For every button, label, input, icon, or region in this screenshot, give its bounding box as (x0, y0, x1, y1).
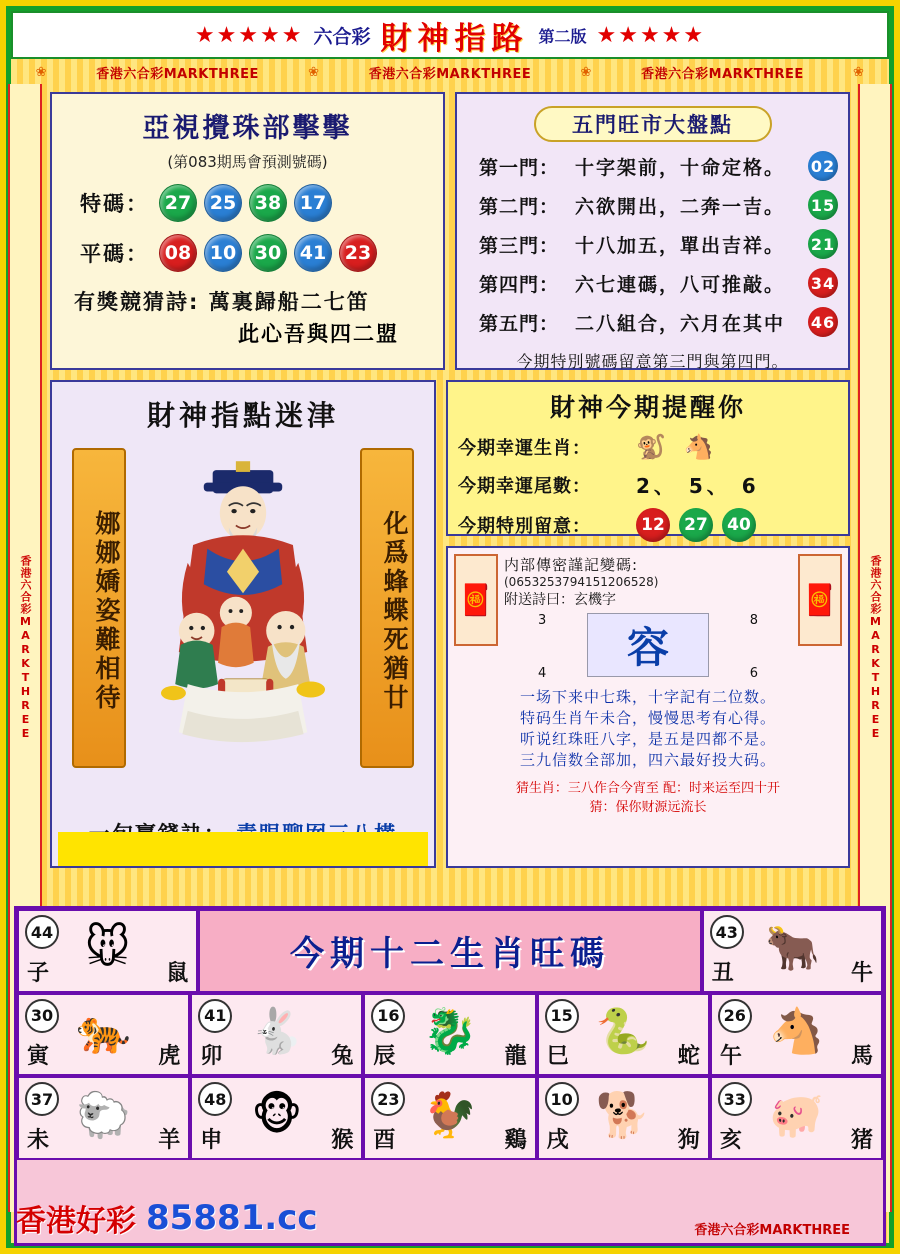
corner-top-right: 8 (749, 613, 758, 628)
zodiac-number: 15 (545, 999, 579, 1033)
normal-ball-row (62, 234, 433, 272)
footer-text: 香港六合彩MARKTHREE (694, 1222, 850, 1238)
flower-icon: ❀ (852, 64, 865, 80)
zodiac-cell-goat[interactable] (17, 1076, 190, 1160)
rat-icon: 🐭 (84, 922, 131, 974)
reminder-title: 財神今期提醒你 (549, 393, 746, 422)
gate-text: 十八加五，單出吉祥。 (575, 234, 786, 257)
zodiac-cell-ox[interactable] (702, 909, 883, 993)
marquee-item-1: 香港六合彩MARKTHREE (96, 66, 259, 82)
monkey-icon: 🐵 (251, 1089, 303, 1141)
corner-top-left: 3 (538, 613, 547, 628)
goat-icon: 🐑 (76, 1089, 131, 1141)
zodiac-grid (14, 906, 886, 1246)
zodiac-animal: 龍 (504, 1044, 527, 1069)
horse-icon: 🐴 (769, 1006, 824, 1058)
five-gates-title: 五門旺市大盤點 (534, 106, 772, 142)
secret-line-2: (0653253794151206528) (504, 575, 659, 589)
dragon-icon: 🐉 (422, 1006, 478, 1058)
ox-icon: 🐂 (764, 922, 820, 974)
secret-top-row (454, 554, 842, 681)
prediction-subtitle: (第083期馬會預測號碼) (167, 153, 328, 171)
secret-red-note (454, 779, 842, 817)
secret-middle (504, 554, 792, 681)
zodiac-cell-tiger[interactable] (17, 993, 190, 1077)
zodiac-branch: 未 (27, 1127, 50, 1153)
corner-bottom-right: 6 (749, 666, 758, 681)
flower-icon: ❀ (35, 64, 48, 80)
flower-icon: ❀ (580, 64, 592, 80)
five-gates-footer: 今期特別號碼留意第三門與第四門。 (516, 352, 789, 371)
watermark-url: 85881.cc (146, 1198, 318, 1238)
god-card-title: 財神指點迷津 (146, 399, 339, 432)
secret-poem-line: 一场下来中七珠，十字記有二位数。 (519, 688, 776, 706)
right-couplet-strip: 化爲蜂蝶死猶廿 (360, 448, 414, 768)
secret-poem-line: 特码生肖午未合，慢慢思考有心得。 (519, 709, 776, 727)
secret-red-line: 猜：保你财源远流长 (589, 800, 707, 815)
header-subtitle: 六合彩 (313, 25, 371, 48)
gate-text: 二八組合，六月在其中 (575, 312, 786, 335)
middle-row (50, 380, 850, 868)
sideband-right: 香港六合彩MARKTHREE (858, 84, 892, 1212)
special-attention-label: 今期特別留意： (458, 516, 591, 537)
special-ball-row (62, 184, 433, 222)
secret-line-3: 附送詩曰：玄機字 (504, 592, 616, 608)
five-gates-card (455, 92, 850, 370)
secret-code-card (446, 546, 850, 868)
gate-name: 第四門： (479, 273, 560, 296)
zodiac-branch: 寅 (27, 1044, 50, 1069)
zodiac-cell-rabbit[interactable] (190, 993, 363, 1077)
zodiac-cell-dog[interactable] (537, 1076, 710, 1160)
zodiac-number: 48 (198, 1082, 232, 1116)
gate-row (467, 229, 838, 259)
attention-ball: 27 (679, 508, 713, 542)
zodiac-cell-snake[interactable] (537, 993, 710, 1077)
normal-ball: 30 (249, 234, 287, 272)
attention-ball: 12 (636, 508, 670, 542)
zodiac-row (17, 1076, 883, 1160)
zodiac-number: 23 (371, 1082, 405, 1116)
zodiac-number: 33 (718, 1082, 752, 1116)
gate-name: 第一門： (479, 156, 560, 179)
zodiac-number: 16 (371, 999, 405, 1033)
zodiac-branch: 丑 (711, 960, 734, 986)
snake-icon: 🐍 (595, 1006, 651, 1058)
zodiac-row (17, 993, 883, 1077)
attention-ball: 40 (722, 508, 756, 542)
prediction-card (50, 92, 445, 370)
marquee-item-2: 香港六合彩MARKTHREE (368, 66, 532, 82)
gate-text: 六七連碼，八可推敲。 (575, 273, 786, 296)
zodiac-animal: 兔 (331, 1044, 354, 1069)
normal-ball: 10 (204, 234, 242, 272)
right-column (446, 380, 850, 868)
secret-poem-line: 三九信数全部加，四六最好投大码。 (519, 751, 776, 769)
zodiac-number: 10 (545, 1082, 579, 1116)
zodiac-animal: 馬 (851, 1044, 874, 1069)
special-ball: 17 (294, 184, 332, 222)
top-row (50, 92, 850, 370)
secret-red-line: 猜生肖：三八作合今宵至 配：时来运至四十开 (515, 781, 781, 796)
zodiac-row (17, 909, 883, 993)
reminder-card (446, 380, 850, 536)
secret-poem (454, 687, 842, 771)
rooster-icon: 🐓 (422, 1089, 478, 1141)
zodiac-animal: 猴 (331, 1127, 354, 1153)
flower-icon: ❀ (308, 64, 320, 80)
zodiac-animal: 猪 (851, 1127, 874, 1153)
door-god-right-icon: 🧧 (798, 554, 842, 646)
zodiac-animal: 牛 (850, 960, 873, 986)
zodiac-number: 30 (25, 999, 59, 1033)
marquee-row (11, 61, 889, 83)
zodiac-number: 26 (718, 999, 752, 1033)
zodiac-branch: 子 (27, 960, 50, 986)
zodiac-cell-pig[interactable] (710, 1076, 883, 1160)
gate-row (467, 151, 838, 181)
gate-number: 34 (808, 268, 838, 298)
zodiac-animal: 狗 (677, 1127, 700, 1153)
zodiac-number: 43 (710, 915, 744, 949)
zodiac-animal: 羊 (158, 1127, 181, 1153)
zodiac-branch: 亥 (719, 1127, 742, 1153)
gate-text: 十字架前，十命定格。 (575, 156, 786, 179)
gate-text: 六欲開出，二奔一吉。 (575, 195, 786, 218)
lucky-zodiac-row (458, 433, 838, 461)
door-god-left-icon: 🧧 (454, 554, 498, 646)
zodiac-number: 44 (25, 915, 59, 949)
rabbit-icon: 🐇 (249, 1006, 305, 1058)
lucky-tail-values: 2、 5、 6 (636, 474, 760, 498)
zodiac-cell-rooster[interactable] (363, 1076, 536, 1160)
special-ball: 27 (159, 184, 197, 222)
zodiac-number: 41 (198, 999, 232, 1033)
zodiac-branch: 申 (200, 1127, 223, 1153)
zodiac-animal: 鼠 (166, 960, 189, 986)
zodiac-animal: 虎 (158, 1044, 181, 1069)
zodiac-branch: 戌 (546, 1127, 569, 1153)
page-title: 財神指路 (380, 20, 529, 57)
zodiac-branch: 酉 (373, 1127, 396, 1153)
gate-row (467, 190, 838, 220)
normal-label: 平碼： (80, 242, 149, 266)
poster-header (11, 11, 889, 59)
secret-poem-line: 听说红珠旺八字，是五是四都不是。 (519, 730, 776, 748)
prediction-poem-line-2: 此心吾與四二盟 (238, 322, 399, 346)
gate-row (467, 307, 838, 337)
special-label: 特碼： (80, 192, 149, 216)
zodiac-branch: 巳 (546, 1044, 569, 1069)
prediction-poem-line-1: 有獎競猜詩: 萬裏歸船二七笛 (74, 290, 370, 314)
zodiac-branch: 卯 (200, 1044, 223, 1069)
gate-name: 第三門： (479, 234, 560, 257)
sideband-left: 香港六合彩MARKTHREE (8, 84, 42, 1212)
zodiac-cell-horse[interactable] (710, 993, 883, 1077)
zodiac-number: 37 (25, 1082, 59, 1116)
yellow-highlight-bar (58, 832, 428, 866)
gate-name: 第五門： (479, 312, 560, 335)
god-of-wealth-illustration (136, 438, 350, 768)
zodiac-banner (198, 909, 702, 993)
zodiac-animal: 蛇 (677, 1044, 700, 1069)
god-of-wealth-card (50, 380, 436, 868)
prediction-title: 亞視攪珠部擊擊 (142, 113, 353, 144)
gate-number: 21 (808, 229, 838, 259)
gate-number: 15 (808, 190, 838, 220)
zodiac-branch: 辰 (373, 1044, 396, 1069)
edition-label: 第二版 (538, 26, 587, 46)
zodiac-cell-rat[interactable] (17, 909, 198, 993)
stars-left-icon: ★★★★★ (194, 22, 304, 48)
secret-char-wrap (504, 613, 792, 681)
secret-line-1: 内部傳密謹記變碼: (504, 556, 639, 574)
tiger-icon: 🐅 (76, 1006, 131, 1058)
zodiac-animal: 鷄 (504, 1127, 527, 1153)
stars-right-icon: ★★★★★ (596, 22, 706, 48)
special-attention-row (458, 508, 838, 542)
left-couplet-strip: 娜娜嬌姿難相待 (72, 448, 126, 768)
normal-ball: 08 (159, 234, 197, 272)
gate-row (467, 268, 838, 298)
corner-bottom-left: 4 (538, 666, 547, 681)
special-ball: 38 (249, 184, 287, 222)
mystic-character: 容 (587, 613, 709, 677)
zodiac-cell-monkey[interactable] (190, 1076, 363, 1160)
special-ball: 25 (204, 184, 242, 222)
gate-name: 第二門： (479, 195, 560, 218)
normal-ball: 41 (294, 234, 332, 272)
lucky-zodiac-label: 今期幸運生肖： (458, 438, 591, 459)
normal-ball: 23 (339, 234, 377, 272)
horse-icon: 🐴 (683, 433, 714, 461)
marquee-item-3: 香港六合彩MARKTHREE (641, 66, 804, 82)
lucky-tail-row (458, 470, 838, 499)
zodiac-cell-dragon[interactable] (363, 993, 536, 1077)
lucky-tail-label: 今期幸運尾數： (458, 475, 591, 497)
monkey-icon: 🐒 (636, 433, 666, 461)
site-watermark (16, 1196, 318, 1240)
gate-number: 46 (808, 307, 838, 337)
pig-icon: 🐖 (769, 1089, 824, 1141)
god-card-body (58, 438, 428, 768)
gate-number: 02 (808, 151, 838, 181)
zodiac-branch: 午 (719, 1044, 742, 1069)
watermark-brand: 香港好彩 (16, 1204, 136, 1239)
dog-icon: 🐕 (595, 1089, 651, 1141)
zodiac-banner-text: 今期十二生肖旺碼 (290, 934, 610, 975)
